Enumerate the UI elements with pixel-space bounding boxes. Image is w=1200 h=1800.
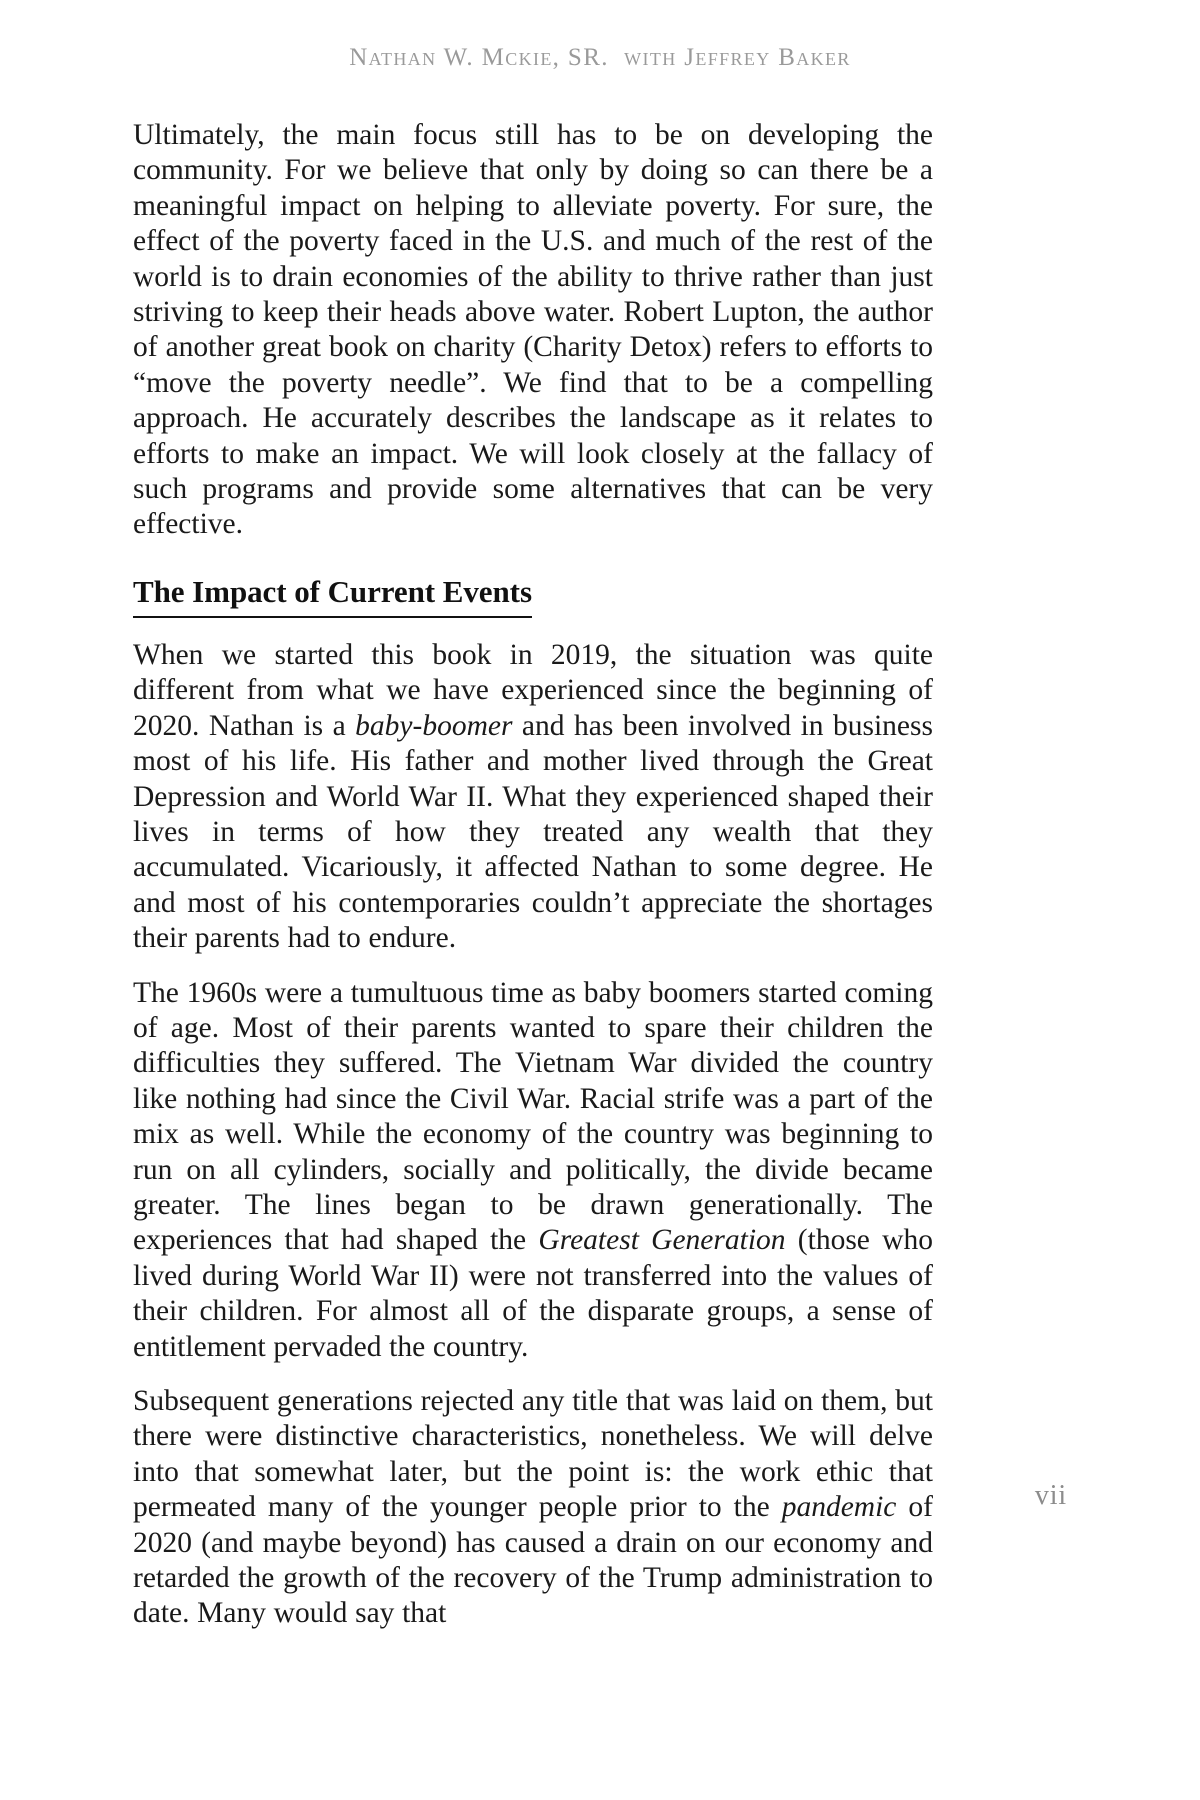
paragraph-2-emphasis-baby-boomer: baby-boomer xyxy=(355,709,513,742)
paragraph-1-text: Ultimately, the main focus still has to be on developing the community. For we believe that only by doing so can there be a meaningful impact on helping to alleviate poverty. For sure, the effect of the poverty faced in the U.S. and much of the rest of the world is to drain economies of the ability to thrive rather than just striving to keep their heads above water. Robert Lupton, the author of another great book on charity (Charity Detox) refers to efforts to “move the poverty needle”. We find that to be a compelling approach. He accurately describes the landscape as it relates to efforts to make an impact. We will look closely at the fallacy of such programs and provide some alternatives that can be very effective. xyxy=(133,119,933,541)
paragraph-3-run-3: (those who lived during World War II) were not transferred into the values of their children. For almost all of the disparate groups, a sense of entitlement pervaded the country. xyxy=(133,1224,933,1363)
paragraph-4-emphasis-pandemic: pandemic xyxy=(781,1491,897,1524)
paragraph-3 xyxy=(133,976,933,1365)
section-heading: The Impact of Current Events xyxy=(133,573,532,618)
paragraph-1 xyxy=(133,118,933,543)
paragraph-3-emphasis-greatest-generation: Greatest Generation xyxy=(538,1224,786,1257)
paragraph-4-run-3: of 2020 (and maybe beyond) has caused a drain on our economy and retarded the growth of the recovery of the Trump administration to date. Many would say that xyxy=(133,1491,933,1630)
running-head: Nathan W. Mckie, SR. with Jeffrey Baker xyxy=(349,44,851,71)
section-heading-wrapper xyxy=(133,573,933,618)
paragraph-2-run-3: and has been involved in business most of his life. His father and mother lived through the Great Depression and World War II. What they experienced shaped their lives in terms of how they treated any wealth that they accumulated. Vicariously, it affected Nathan to some degree. He and most of his contemporaries couldn’t appreciate the shortages their parents had to endure. xyxy=(133,709,933,955)
paragraph-4-run-1: Subsequent generations rejected any title that was laid on them, but there were distinctive characteristics, nonetheless. We will delve into that somewhat later, but the point is: the work ethic that permeated many of the younger people prior to the xyxy=(133,1385,933,1524)
text-block xyxy=(133,118,933,1632)
paragraph-3-run-1: The 1960s were a tumultuous time as baby boomers started coming of age. Most of their parents wanted to spare their children the difficulties they suffered. The Vietnam War divided the country like nothing had since the Civil War. Racial strife was a part of the mix as well. While the economy of the country was beginning to run on all cylinders, socially and politically, the divide became greater. The lines began to be drawn generationally. The experiences that had shaped the xyxy=(133,976,933,1257)
paragraph-2-run-1: When we started this book in 2019, the situation was quite different from what we have experienced since the beginning of 2020. Nathan is a xyxy=(133,638,933,742)
page-number: vii xyxy=(1034,1480,1067,1511)
paragraph-2 xyxy=(133,638,933,957)
